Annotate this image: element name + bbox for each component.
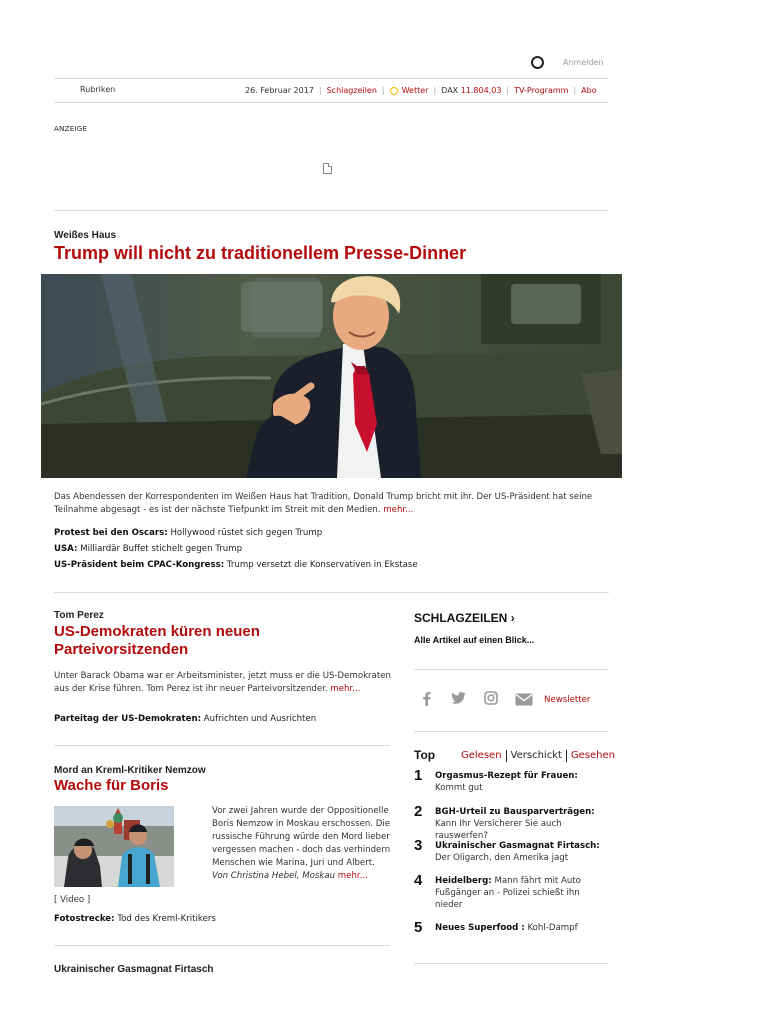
- tab-separator: [566, 750, 567, 762]
- story4-kicker: Ukrainischer Gasmagnat Firtasch: [54, 964, 214, 975]
- lead-image[interactable]: [41, 274, 622, 478]
- story2-more-link[interactable]: mehr...: [330, 684, 361, 694]
- section-divider: [54, 945, 390, 946]
- top-item-bold: Neues Superfood :: [435, 923, 525, 933]
- instagram-icon[interactable]: [484, 691, 498, 705]
- story2-related-item[interactable]: [54, 714, 316, 724]
- top-item-bold: BGH-Urteil zu Bausparverträgen:: [435, 807, 595, 817]
- tab-gelesen[interactable]: Gelesen: [461, 750, 502, 761]
- schlagzeilen-link[interactable]: Schlagzeilen: [326, 86, 377, 95]
- top-item-text: Der Oligarch, den Amerika jagt: [435, 853, 569, 863]
- nav-separator: |: [506, 86, 510, 95]
- nav-separator: |: [573, 86, 577, 95]
- dax-link[interactable]: [441, 86, 501, 95]
- nav-separator: |: [318, 86, 322, 95]
- top-item-bold: Ukrainischer Gasmagnat Firtasch:: [435, 841, 600, 851]
- nav-separator: |: [433, 86, 437, 95]
- top-tabs: [458, 750, 618, 762]
- top-item-bold: Orgasmus-Rezept für Frauen:: [435, 771, 578, 781]
- broken-image-icon: [323, 163, 332, 174]
- related-text: Milliardär Buffet stichelt gegen Trump: [80, 544, 243, 554]
- lead-kicker: Weißes Haus: [54, 230, 117, 241]
- top-item[interactable]: [435, 770, 607, 794]
- related-text: Aufrichten und Ausrichten: [203, 714, 317, 724]
- top-item-text: Kann Ihr Versicherer Sie auch rauswerfen?: [435, 819, 562, 841]
- sun-icon: [390, 87, 398, 95]
- top-item-bold: Heidelberg:: [435, 876, 492, 886]
- nav-separator: |: [381, 86, 385, 95]
- related-bold: Protest bei den Oscars:: [54, 528, 168, 538]
- schlagzeilen-heading-link[interactable]: [414, 611, 515, 625]
- lead-related-item[interactable]: [54, 528, 322, 538]
- top-rank: 2: [414, 803, 423, 820]
- ad-label: ANZEIGE: [54, 125, 88, 133]
- related-text: Tod des Kreml-Kritikers: [117, 914, 216, 924]
- wetter-link[interactable]: Wetter: [401, 86, 429, 95]
- story2-teaser: [54, 670, 394, 696]
- top-item[interactable]: [435, 875, 607, 911]
- section-divider: [54, 592, 609, 593]
- sidebar-divider: [414, 963, 609, 964]
- story3-image[interactable]: [54, 806, 174, 887]
- story3-author: Von Christina Hebel, Moskau: [212, 871, 336, 881]
- top-rank: 4: [414, 872, 423, 889]
- top-item[interactable]: [435, 840, 607, 864]
- nemzow-vigil-photo: [54, 806, 174, 887]
- related-bold: US-Präsident beim CPAC-Kongress:: [54, 560, 225, 570]
- story2-headline[interactable]: US-Demokraten küren neuen Parteivorsitzenden: [54, 623, 260, 658]
- facebook-icon[interactable]: [422, 691, 431, 706]
- tv-programm-link[interactable]: TV-Programm: [514, 86, 569, 95]
- top-rank: 1: [414, 767, 423, 784]
- related-text: Hollywood rüstet sich gegen Trump: [170, 528, 323, 538]
- top-item[interactable]: [435, 922, 607, 934]
- lead-related-item[interactable]: [54, 560, 418, 570]
- top-title: Top: [414, 748, 436, 762]
- mail-icon[interactable]: [515, 693, 533, 706]
- lead-related-item[interactable]: [54, 544, 242, 554]
- related-bold: Parteitag der US-Demokraten:: [54, 714, 202, 724]
- story2-teaser-text: Unter Barack Obama war er Arbeitsminister, jetzt muss er die US-Demokraten aus der Krise führen. Tom Perez ist ihr neuer Parteivorsitzender.: [54, 671, 391, 694]
- rubriken-link[interactable]: Rubriken: [80, 85, 116, 94]
- story2-kicker: Tom Perez: [54, 610, 104, 621]
- top-rank: 5: [414, 919, 423, 936]
- login-link[interactable]: Anmelden: [563, 58, 604, 67]
- story3-headline[interactable]: Wache für Boris: [54, 777, 169, 794]
- newsletter-link[interactable]: Newsletter: [544, 695, 591, 705]
- date-label: 26. Februar 2017: [245, 86, 314, 95]
- twitter-icon[interactable]: [451, 692, 466, 704]
- dax-label: DAX: [441, 86, 459, 95]
- lead-teaser: [54, 491, 609, 517]
- related-text: Trump versetzt die Konservativen in Ekstase: [226, 560, 418, 570]
- tab-separator: [506, 750, 507, 762]
- top-item-text: Kohl-Dampf: [527, 923, 578, 933]
- related-bold: USA:: [54, 544, 78, 554]
- story3-teaser-text: Vor zwei Jahren wurde der Oppositionelle Boris Nemzow in Moskau erschossen. Die russische Führung würde den Mord lieber vergessen machen - doch das verhindern Menschen wie Marina, Juri und Albert.: [212, 806, 391, 868]
- dax-value: 11.804,03: [460, 86, 502, 95]
- tab-verschickt[interactable]: Verschickt: [510, 750, 562, 761]
- schlagzeilen-title: SCHLAGZEILEN: [414, 611, 508, 625]
- story3-teaser: [212, 805, 392, 883]
- top-item[interactable]: [435, 806, 607, 842]
- lead-more-link[interactable]: mehr...: [383, 505, 414, 515]
- story3-video-link[interactable]: [ Video ]: [54, 895, 91, 905]
- header-divider-bottom: [54, 102, 609, 103]
- section-divider: [54, 210, 609, 211]
- story3-related-item[interactable]: [54, 914, 216, 924]
- related-bold: Fotostrecke:: [54, 914, 115, 924]
- tab-gesehen[interactable]: Gesehen: [570, 750, 616, 761]
- header-divider-top: [54, 78, 609, 79]
- top-rank: 3: [414, 837, 423, 854]
- story3-more-link[interactable]: mehr...: [337, 871, 368, 881]
- lead-teaser-text: Das Abendessen der Korrespondenten im Weißen Haus hat Tradition, Donald Trump bricht mit ihr. Der US-Präsident hat seine Teilnahme abgesagt - es ist der nächste Tiefpunkt im Streit mit den Medien.: [54, 492, 593, 515]
- top-item-text: Kommt gut: [435, 783, 483, 793]
- story3-kicker: Mord an Kreml-Kritiker Nemzow: [54, 765, 206, 776]
- top-item-text: Mann fährt mit Auto Fußgänger an - Polizei schießt ihn nieder: [435, 876, 581, 910]
- trump-photo: [41, 274, 622, 478]
- lead-headline[interactable]: Trump will nicht zu traditionellem Presse-Dinner: [54, 243, 467, 263]
- login-icon[interactable]: [531, 56, 544, 69]
- chevron-right-icon: ›: [510, 611, 515, 625]
- service-nav: [245, 85, 597, 96]
- section-divider: [54, 745, 390, 746]
- sidebar-divider: [414, 731, 609, 732]
- sidebar-divider: [414, 669, 609, 670]
- alle-artikel-link[interactable]: Alle Artikel auf einen Blick...: [414, 635, 535, 645]
- abo-link[interactable]: Abo: [581, 86, 597, 95]
